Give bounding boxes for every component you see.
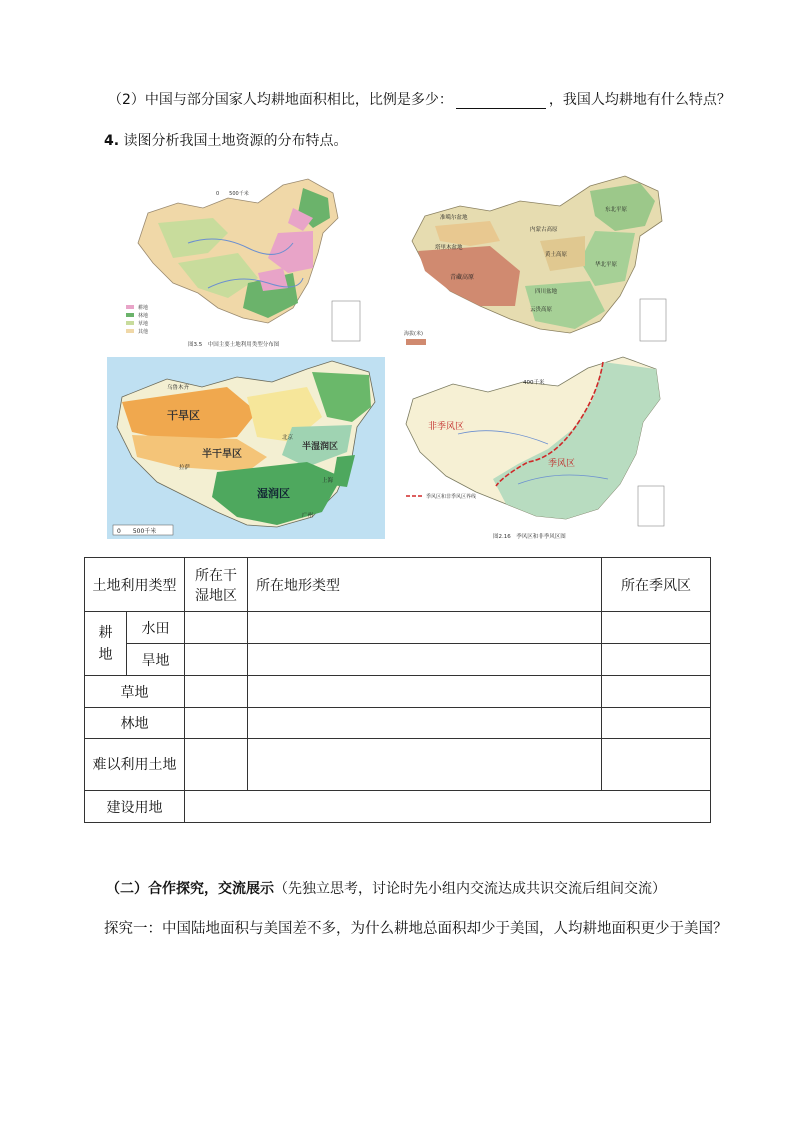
map2-label-0: 准噶尔盆地 (440, 215, 468, 221)
map3-place-2: 上海 (322, 478, 334, 484)
land-use-table (84, 557, 711, 823)
map1-legend-2: 草地 (138, 321, 149, 327)
map1-scale: 0 500千米 (216, 191, 249, 197)
map2-label-2: 青藏高原 (450, 274, 475, 281)
question-4-number: 4. (104, 133, 120, 149)
cell-dryland-wetdry[interactable] (185, 644, 248, 676)
section-2-note: （先独立思考，讨论时先小组内交流达成共识交流后组间交流） (274, 881, 666, 897)
row-label-paddy: 水田 (127, 612, 185, 644)
map2-label-8: 东北平原 (605, 207, 628, 213)
cell-paddy-terrain[interactable] (248, 612, 602, 644)
land-use-map (118, 173, 376, 349)
cell-paddy-monsoon[interactable] (602, 612, 711, 644)
cell-grassland-wetdry[interactable] (185, 676, 248, 708)
cell-grassland-monsoon[interactable] (602, 676, 711, 708)
terrain-map (400, 171, 672, 349)
map1-legend-0: 耕地 (138, 305, 149, 311)
farmland-group-label: 耕地 (85, 612, 127, 676)
section-2-heading (106, 878, 666, 898)
header-terrain: 所在地形类型 (248, 558, 602, 612)
map3-scale: 0 500千米 (117, 528, 157, 535)
header-monsoon: 所在季风区 (602, 558, 711, 612)
row-label-dryland: 旱地 (127, 644, 185, 676)
map4-region-0: 非季风区 (428, 422, 465, 432)
cell-unusable-terrain[interactable] (248, 739, 602, 791)
header-land-type: 土地利用类型 (85, 558, 185, 612)
cell-forest-terrain[interactable] (248, 708, 602, 739)
cell-unusable-monsoon[interactable] (602, 739, 711, 791)
cell-construction[interactable] (185, 791, 711, 823)
cell-forest-wetdry[interactable] (185, 708, 248, 739)
cell-unusable-wetdry[interactable] (185, 739, 248, 791)
row-label-construction: 建设用地 (85, 791, 185, 823)
section-2-title: （二）合作探究，交流展示 (106, 881, 274, 897)
row-label-unusable: 难以利用土地 (85, 739, 185, 791)
map3-region-3: 湿润区 (257, 487, 290, 500)
row-label-grassland: 草地 (85, 676, 185, 708)
cell-grassland-terrain[interactable] (248, 676, 602, 708)
map2-label-4: 黄土高原 (545, 252, 568, 258)
map1-legend-3: 其他 (138, 329, 149, 335)
map3-place-3: 广州 (302, 513, 314, 519)
map2-label-1: 塔里木盆地 (435, 245, 463, 251)
question-4-text: 读图分析我国土地资源的分布特点。 (119, 133, 348, 149)
question-4 (104, 130, 348, 150)
map4-caption: 图2.16 季风区和非季风区图 (493, 534, 566, 540)
map3-place-0: 乌鲁木齐 (167, 385, 190, 391)
dry-wet-region-map (107, 357, 385, 539)
cell-dryland-monsoon[interactable] (602, 644, 711, 676)
map3-region-2: 半湿润区 (302, 442, 339, 452)
question-2-prefix: （2）中国与部分国家人均耕地面积相比，比例是多少： (108, 92, 453, 108)
map4-legend: 季风区和非季风区界线 (426, 494, 477, 500)
map1-legend-1: 林地 (138, 313, 149, 319)
map2-label-3: 内蒙古高原 (530, 227, 558, 233)
map3-place-1: 北京 (282, 435, 294, 441)
map2-legend-title: 海拔(米) (404, 331, 423, 337)
map2-label-7: 华北平原 (595, 262, 618, 268)
explore-1-question: 探究一：中国陆地面积与美国差不多，为什么耕地总面积却少于美国，人均耕地面积更少于美国？ (104, 921, 728, 937)
monsoon-region-map (398, 354, 672, 542)
question-2 (108, 89, 731, 109)
map1-caption: 图3.5 中国主要土地利用类型分布图 (188, 342, 280, 348)
map4-region-1: 季风区 (548, 459, 576, 469)
answer-blank[interactable] (456, 92, 546, 109)
cell-dryland-terrain[interactable] (248, 644, 602, 676)
cell-forest-monsoon[interactable] (602, 708, 711, 739)
header-wet-dry: 所在干湿地区 (185, 558, 248, 612)
row-label-forest: 林地 (85, 708, 185, 739)
map4-scale: 400千米 (523, 380, 545, 386)
question-2-suffix: ，我国人均耕地有什么特点？ (548, 92, 731, 108)
map3-region-0: 干旱区 (167, 409, 200, 422)
map2-label-5: 四川盆地 (535, 289, 558, 295)
map3-place-4: 拉萨 (179, 465, 191, 471)
cell-paddy-wetdry[interactable] (185, 612, 248, 644)
map2-label-6: 云贵高原 (530, 307, 553, 313)
map3-region-1: 半干旱区 (202, 449, 242, 460)
